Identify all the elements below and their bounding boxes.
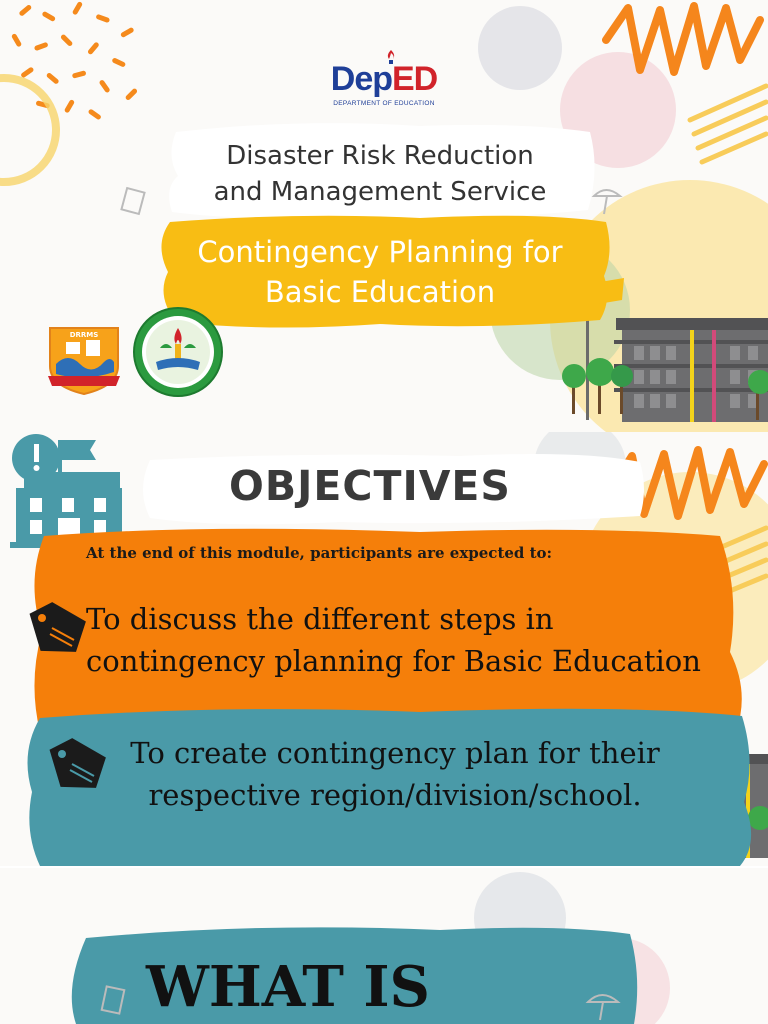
objective-1 [86, 598, 766, 682]
title-line-2: and Management Service [213, 177, 547, 207]
objective-1-line-2: contingency planning for Basic Education [86, 644, 701, 678]
title-slide [0, 0, 768, 432]
objective-2-line-2: respective region/division/school. [148, 778, 642, 812]
drrms-seal-logo [44, 316, 124, 396]
objective-2-line-1: To create contingency plan for their [130, 736, 660, 770]
subtitle-line-2: Basic Education [264, 275, 496, 309]
what-is-slide [0, 868, 768, 1024]
what-is-heading: WHAT IS [146, 954, 430, 1020]
deped-logo [320, 50, 448, 116]
objectives-slide [0, 432, 768, 866]
deped-subtitle: DEPARTMENT OF EDUCATION [333, 100, 435, 107]
slide-subtitle [150, 232, 610, 312]
division-seal-logo [132, 306, 224, 398]
title-line-1: Disaster Risk Reduction [226, 141, 534, 171]
slide-title [180, 138, 580, 210]
objective-2 [90, 732, 700, 816]
objective-1-line-1: To discuss the different steps in [86, 602, 554, 636]
subtitle-line-1: Contingency Planning for [197, 235, 563, 269]
svg-text:DRRMS: DRRMS [69, 331, 99, 339]
objectives-intro: At the end of this module, participants are expected to: [86, 544, 553, 562]
objectives-heading: OBJECTIVES [229, 462, 511, 510]
deped-wordmark: DepED [330, 60, 438, 98]
